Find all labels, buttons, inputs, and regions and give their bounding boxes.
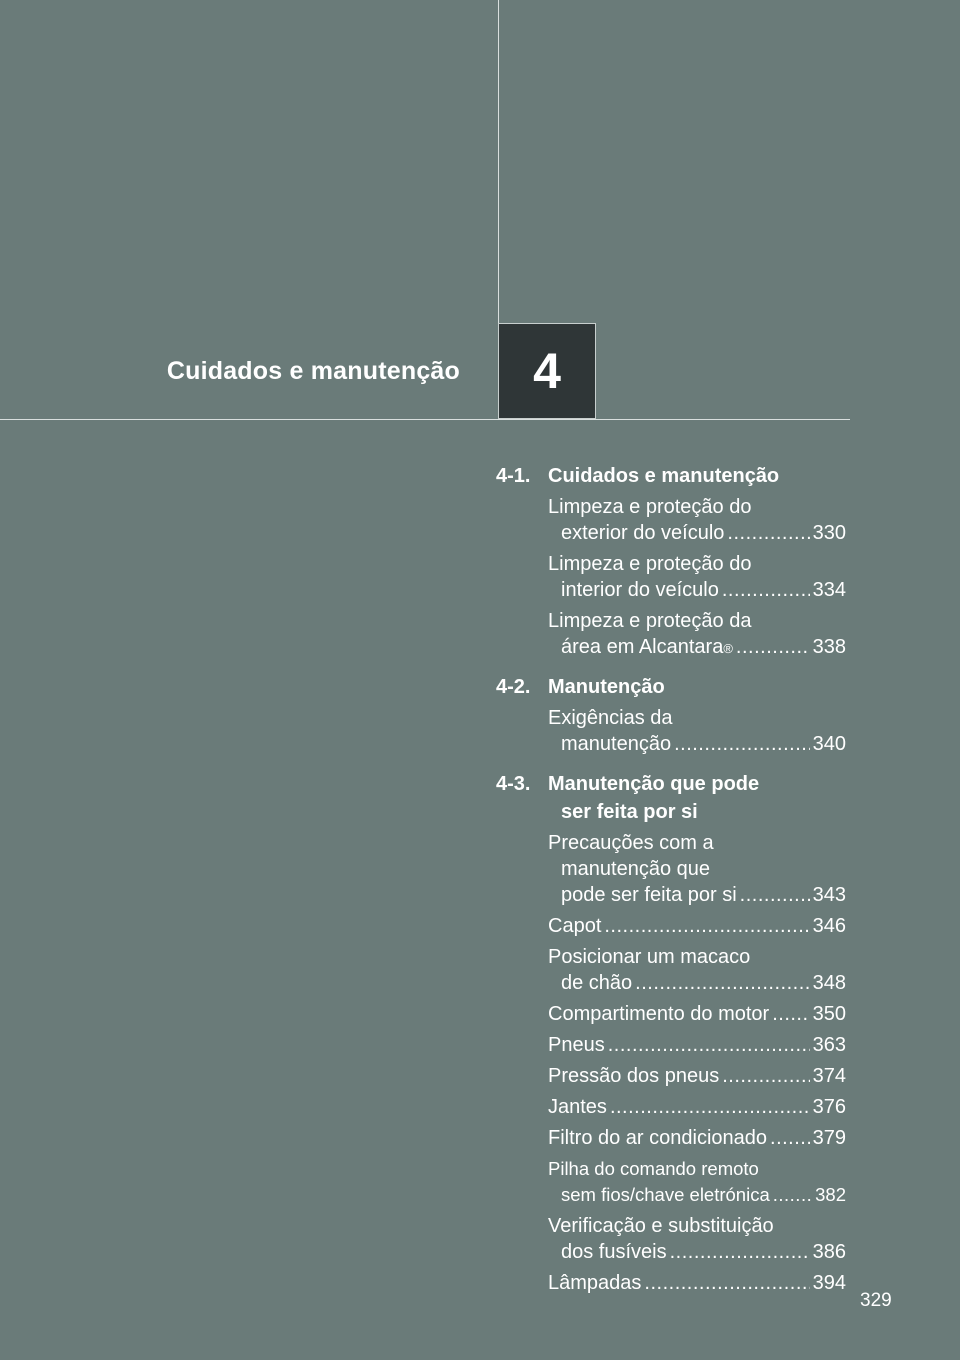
- toc-entry[interactable]: [548, 1094, 846, 1120]
- toc-entry[interactable]: [548, 1032, 846, 1058]
- toc-entry-text: Compartimento do motor: [548, 1003, 770, 1025]
- toc-entry[interactable]: [548, 913, 846, 939]
- toc-entry-text: Limpeza e proteção do: [548, 553, 752, 575]
- toc-entry-text: exterior do veículo: [561, 522, 725, 544]
- section-heading: [496, 462, 846, 490]
- section-heading: [496, 673, 846, 701]
- toc-page-number: 330: [812, 522, 846, 544]
- horizontal-rule: [0, 419, 850, 420]
- dot-leader: [670, 1239, 810, 1265]
- toc-entry-text: Filtro do ar condicionado: [548, 1127, 768, 1149]
- toc-page-number: 346: [812, 915, 846, 937]
- toc-page-number: 363: [812, 1034, 846, 1056]
- section-number: 4-3.: [496, 773, 531, 795]
- section-title-line: ser feita por si: [561, 801, 698, 823]
- toc-page-number: 340: [812, 733, 846, 755]
- dot-leader: [608, 1032, 810, 1058]
- chapter-number-box: [498, 323, 596, 419]
- section-number: 4-1.: [496, 465, 531, 487]
- toc-entry-text: sem fios/chave eletrónica: [561, 1184, 770, 1205]
- toc-entry[interactable]: [548, 1156, 846, 1208]
- section-title-line: Cuidados e manutenção: [548, 465, 780, 487]
- toc-entry[interactable]: [548, 1270, 846, 1296]
- section-number: 4-2.: [496, 676, 531, 698]
- section-heading: [496, 770, 846, 826]
- section-title: [548, 462, 846, 490]
- toc-entry-text: Jantes: [548, 1096, 607, 1118]
- section-title: [548, 673, 846, 701]
- toc-entry-text: Posicionar um macaco: [548, 946, 751, 968]
- dot-leader: [736, 634, 810, 660]
- dot-leader: [770, 1125, 810, 1151]
- section-title-line: Manutenção que pode: [548, 773, 760, 795]
- section-title-line: Manutenção: [548, 676, 665, 698]
- toc-entry-text: manutenção que: [561, 858, 711, 880]
- table-of-contents: [496, 462, 846, 1301]
- dot-leader: [604, 913, 809, 939]
- toc-entry-text: de chão: [561, 972, 633, 994]
- toc-entry-text: interior do veículo: [561, 579, 719, 601]
- dot-leader: [610, 1094, 810, 1120]
- chapter-number: 4: [533, 343, 561, 399]
- toc-page-number: 376: [812, 1096, 846, 1118]
- dot-leader: [644, 1270, 809, 1296]
- toc-page-number: 343: [812, 884, 846, 906]
- toc-page-number: 394: [812, 1272, 846, 1294]
- toc-entry[interactable]: [548, 551, 846, 603]
- toc-entry-text: manutenção: [561, 733, 672, 755]
- toc-page-number: 348: [812, 972, 846, 994]
- dot-leader: [727, 520, 809, 546]
- toc-entry-text: pode ser feita por si: [561, 884, 737, 906]
- chapter-title: Cuidados e manutenção: [166, 357, 460, 385]
- section-title: [548, 770, 846, 826]
- toc-entry[interactable]: [548, 1001, 846, 1027]
- dot-leader: [772, 1001, 809, 1027]
- toc-entry[interactable]: [548, 705, 846, 757]
- toc-entry[interactable]: [548, 494, 846, 546]
- toc-page-number: 379: [812, 1127, 846, 1149]
- dot-leader: [773, 1182, 812, 1208]
- toc-entry-text: Pneus: [548, 1034, 605, 1056]
- toc-entry[interactable]: [548, 1063, 846, 1089]
- toc-entry[interactable]: Limpeza e proteção da área em Alcantara ® ..... 338: [548, 608, 846, 660]
- dot-leader: [722, 1063, 809, 1089]
- dot-leader: [722, 577, 810, 603]
- toc-entry-text: Verificação e substituição: [548, 1215, 774, 1237]
- toc-entry-text: Capot: [548, 915, 602, 937]
- toc-entry-text: Limpeza e proteção da: [548, 610, 752, 632]
- toc-entry[interactable]: [548, 1125, 846, 1151]
- toc-entry[interactable]: [548, 944, 846, 996]
- toc-page-number: 374: [812, 1065, 846, 1087]
- toc-page-number: 386: [812, 1241, 846, 1263]
- toc-entry[interactable]: [548, 1213, 846, 1265]
- toc-entry-text: área em Alcantara: [561, 636, 724, 658]
- toc-page-number: 334: [812, 579, 846, 601]
- dot-leader: [740, 882, 810, 908]
- page-number: 329: [860, 1290, 892, 1311]
- vertical-rule: [498, 0, 499, 324]
- dot-leader: [635, 970, 809, 996]
- toc-page-number: 338: [812, 636, 846, 658]
- dot-leader: [674, 731, 810, 757]
- toc-entry-text: Limpeza e proteção do: [548, 496, 752, 518]
- toc-entry-text: dos fusíveis: [561, 1241, 667, 1263]
- toc-entry-text: Pressão dos pneus: [548, 1065, 720, 1087]
- toc-entry[interactable]: [548, 830, 846, 908]
- toc-page-number: 350: [812, 1003, 846, 1025]
- toc-entry-text: Precauções com a: [548, 832, 714, 854]
- toc-entry-text: Exigências da: [548, 707, 673, 729]
- toc-entry-text: Pilha do comando remoto: [548, 1158, 759, 1179]
- toc-page-number: 382: [815, 1184, 846, 1205]
- toc-entry-text: Lâmpadas: [548, 1272, 642, 1294]
